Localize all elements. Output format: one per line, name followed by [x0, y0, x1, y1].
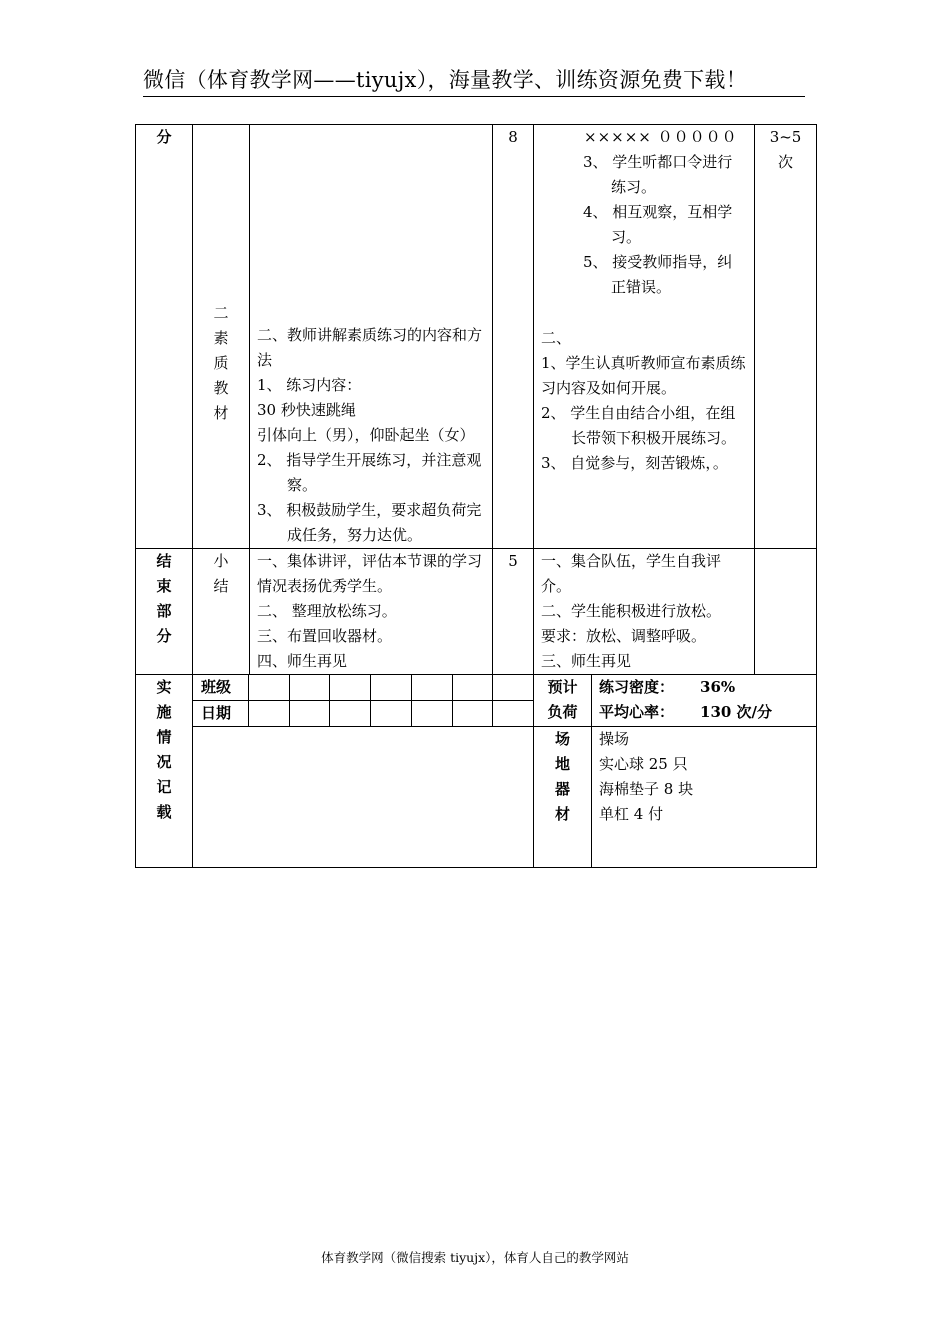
basic-part-row — [136, 125, 817, 549]
density-value: 36% — [700, 678, 736, 696]
venue-equipment-label: 场 地 器 材 — [534, 727, 592, 868]
record-notes[interactable] — [193, 727, 534, 868]
class-cell[interactable] — [330, 675, 371, 700]
equipment-list: 操场 实心球 25 只 海棉垫子 8 块 单杠 4 付 — [592, 727, 817, 868]
class-cell[interactable] — [249, 675, 290, 700]
class-row — [193, 675, 533, 700]
end-student-activities: 一、集合队伍，学生自我评介。 二、学生能积极进行放松。 要求：放松、调整呼吸。 三、师生再见 — [534, 549, 755, 675]
end-repetitions — [755, 549, 817, 675]
basic-student-activities: ××××× ０００００ 3、 学生听都口令进行练习。 4、 相互观察，互相学习。 5、 接受教师指导，纠正错误。 二、 1、学生认真听教师宣布素质练习内容及如何开展。 2、 学生自由结合小组，在组长带领下积极开展练习。 3、 自觉参与，刻苦锻炼，。 — [534, 125, 755, 549]
class-cell[interactable] — [493, 675, 533, 700]
class-cell[interactable] — [371, 675, 412, 700]
class-cell[interactable] — [290, 675, 331, 700]
density-label: 练习密度： — [599, 678, 675, 696]
end-sub-label: 小 结 — [193, 549, 250, 675]
class-cell[interactable] — [453, 675, 494, 700]
page-footer: 体育教学网（微信搜索 tiyujx），体育人自己的教学网站 — [321, 1250, 629, 1265]
class-date-grid — [193, 675, 534, 727]
class-label: 班级 — [193, 675, 249, 700]
date-cell[interactable] — [249, 701, 290, 726]
date-cell[interactable] — [330, 701, 371, 726]
date-row — [193, 700, 533, 726]
record-row-top — [136, 675, 817, 727]
expected-load-label: 预计 负荷 — [534, 675, 592, 727]
basic-teacher-activities: 二、教师讲解素质练习的内容和方法 1、 练习内容： 30 秒快速跳绳 引体向上（男），仰卧起坐（女） 2、 指导学生开展练习，并注意观察。 3、 积极鼓励学生，要求超负荷完成任务，努力达优。 — [250, 125, 493, 549]
lesson-plan-table — [135, 124, 817, 868]
end-section-label: 结 束 部 分 — [136, 549, 193, 675]
date-cell[interactable] — [453, 701, 494, 726]
expected-load-values — [592, 675, 817, 727]
date-cell[interactable] — [412, 701, 453, 726]
heart-rate-value: 130 次/分 — [700, 703, 773, 721]
date-cell[interactable] — [493, 701, 533, 726]
class-cell[interactable] — [412, 675, 453, 700]
basic-section-label: 分 — [136, 125, 193, 549]
end-teacher-activities: 一、集体讲评，评估本节课的学习情况表扬优秀学生。 二、 整理放松练习。 三、布置回收器材。 四、师生再见 — [250, 549, 493, 675]
date-cell[interactable] — [371, 701, 412, 726]
end-time: 5 — [493, 549, 534, 675]
record-section-label: 实 施 情 况 记 载 — [136, 675, 193, 868]
basic-repetitions: 3~5 次 — [755, 125, 817, 549]
heart-rate-label: 平均心率： — [599, 703, 675, 721]
end-part-row — [136, 549, 817, 675]
date-cell[interactable] — [290, 701, 331, 726]
basic-time: 8 — [493, 125, 534, 549]
page-header: 微信（体育教学网——tiyujx），海量教学、训练资源免费下载！ — [143, 64, 805, 97]
date-label: 日期 — [193, 701, 249, 726]
record-row-bottom — [136, 727, 817, 868]
basic-sub-label: 二 素 质 教 材 — [193, 125, 250, 549]
